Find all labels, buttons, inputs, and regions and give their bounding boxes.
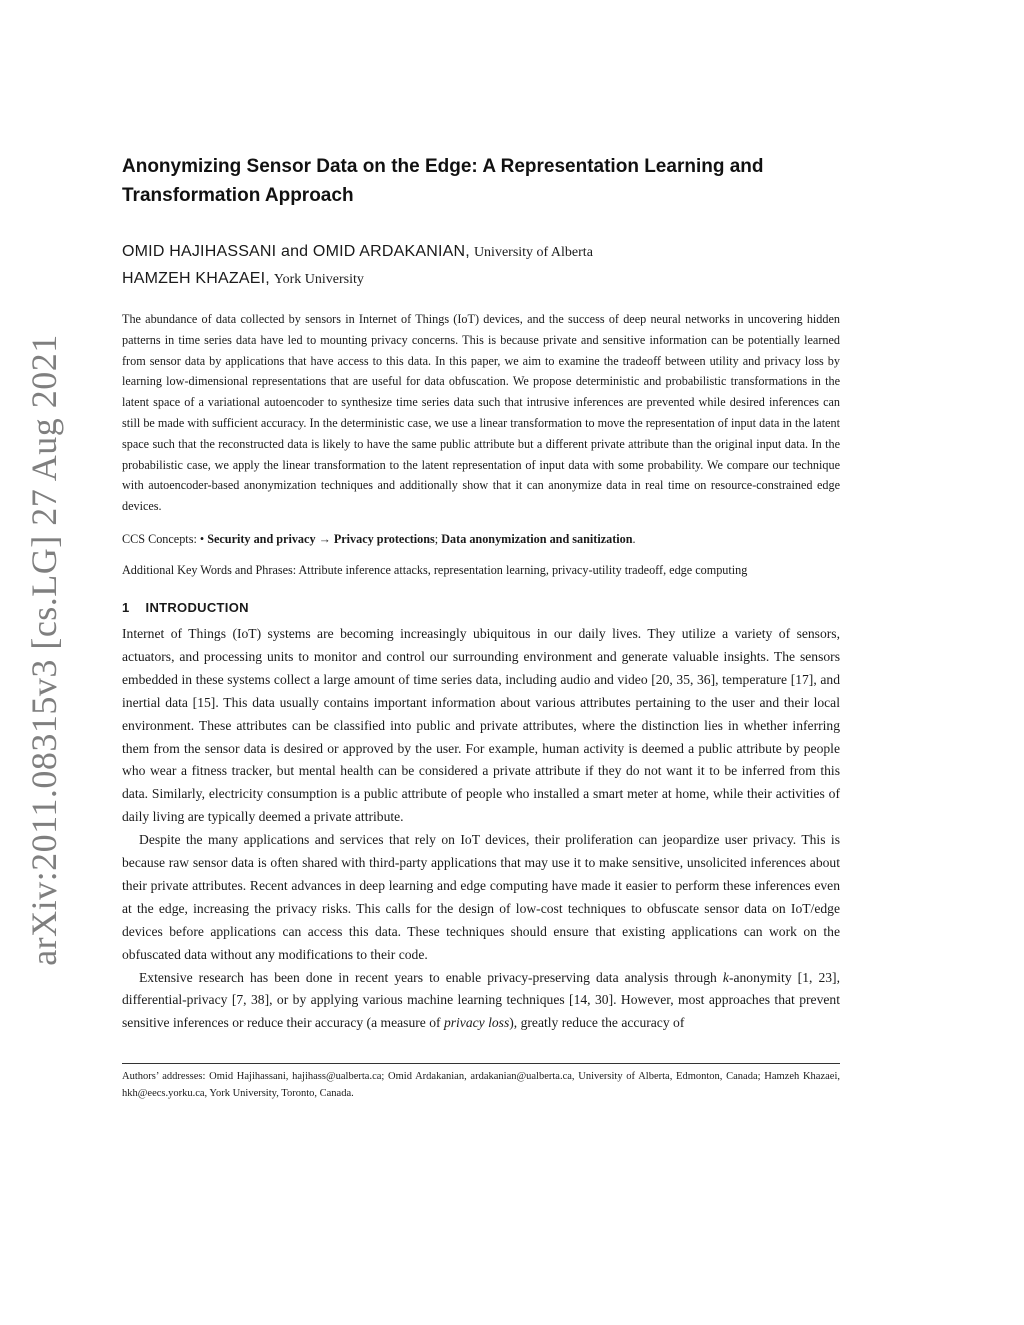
arxiv-identifier-stamp: arXiv:2011.08315v3 [cs.LG] 27 Aug 2021	[24, 334, 64, 966]
ccs-separator: ;	[434, 531, 439, 546]
paragraph-3-part-c: ), greatly reduce the accuracy of	[509, 1015, 685, 1031]
author-affiliation-2: York University	[273, 272, 364, 287]
author-names-2: HAMZEH KHAZAEI,	[122, 270, 270, 287]
ccs-concepts	[122, 529, 840, 549]
paragraph-2: Despite the many applications and services that rely on IoT devices, their proliferation can jeopardize user privacy. This is because raw sensor data is often shared with third-party applications that may use it to make sensitive, unsolicited inferences about their private attributes. Recent advances in deep learning and edge computing have made it easier to perform these inferences even at the edge, increasing the privacy risks. This calls for the design of low-cost techniques to obfuscate sensor data on IoT/edge devices before applications can access this data. These techniques should ensure that existing applications can work on the obfuscated data without any modifications to their code.	[122, 832, 840, 962]
author-line-1	[122, 239, 840, 266]
author-line-2	[122, 266, 840, 293]
section-number: 1	[122, 599, 130, 615]
paper-content	[122, 152, 840, 1035]
author-names-1: OMID HAJIHASSANI and OMID ARDAKANIAN,	[122, 243, 470, 260]
paragraph-1: Internet of Things (IoT) systems are becoming increasingly ubiquitous in our daily lives. They utilize a variety of sensors, actuators, and processing units to monitor and control our surrounding environment and generate valuable insights. The sensors embedded in these systems collect a large amount of time series data, including audio and video [20, 35, 36], temperature [17], and inertial data [15]. This data usually contains important information about various attributes pertaining to the user and their local environment. These attributes can be classified into public and private attributes, where the distinction lies in whether inferring them from the sensor data is desired or approved by the user. For example, human activity is deemed a public attribute by people who wear a fitness tracker, but mental health can be considered a private attribute if they do not want it to be inferred from this data. Similarly, electricity consumption is a public attribute of people who installed a smart meter at home, while their activities of daily living are typically deemed a private attribute.	[122, 625, 840, 825]
additional-keywords: Additional Key Words and Phrases: Attribute inference attacks, representation learning, privacy-utility tradeoff, edge computing	[122, 562, 748, 577]
ccs-concept-1: Security and privacy → Privacy protections	[207, 531, 435, 546]
author-affiliation-1: University of Alberta	[473, 245, 593, 260]
introduction-body	[122, 623, 840, 1035]
privacy-loss-emphasis: privacy loss	[443, 1015, 510, 1031]
paper-title: Anonymizing Sensor Data on the Edge: A Representation Learning and Transformation Approach	[122, 156, 764, 206]
ccs-concept-2: Data anonymization and sanitization	[441, 531, 633, 546]
authors-addresses-footnote: Authors’ addresses: Omid Hajihassani, hajihass@ualberta.ca; Omid Ardakanian, ardakanian@ualberta.ca, University of Alberta, Edmonton, Canada; Hamzeh Khazaei, hkh@eecs.yorku.ca, York University, Toronto, Canada.	[122, 1063, 840, 1102]
paragraph-3-part-b: -anonymity [1, 23], differential-privacy [7, 38], or by applying various machine learning techniques [14, 30]. However, most approaches that prevent sensitive inferences or reduce their accuracy (a measure of	[122, 969, 840, 1031]
ccs-end: .	[632, 531, 636, 546]
k-variable: k	[722, 969, 729, 985]
author-block	[122, 239, 840, 293]
ccs-label: CCS Concepts: •	[122, 531, 205, 546]
abstract: The abundance of data collected by sensors in Internet of Things (IoT) devices, and the success of deep neural networks in uncovering hidden patterns in time series data have led to mounting privacy concerns. This is because private and sensitive information can be potentially learned from sensor data by applications that have access to this data. In this paper, we aim to examine the tradeoff between utility and privacy loss by learning low-dimensional representations that are useful for data obfuscation. We propose deterministic and probabilistic transformations in the latent space of a variational autoencoder to synthesize time series data such that intrusive inferences are prevented while desired inferences can still be made with sufficient accuracy. In the deterministic case, we use a linear transformation to move the representation of input data in the latent space such that the reconstructed data is likely to have the same public attribute but a different private attribute than the original input data. In the probabilistic case, we apply the linear transformation to the latent representation of input data with some probability. We compare our technique with autoencoder-based anonymization techniques and additionally show that it can anonymize data in real time on resource-constrained edge devices.	[122, 312, 840, 514]
paragraph-3-part-a: Extensive research has been done in recent years to enable privacy-preserving data analysis through	[139, 969, 723, 985]
section-heading-introduction	[122, 600, 840, 615]
paragraph-3	[122, 967, 840, 1036]
section-title: INTRODUCTION	[145, 599, 249, 615]
